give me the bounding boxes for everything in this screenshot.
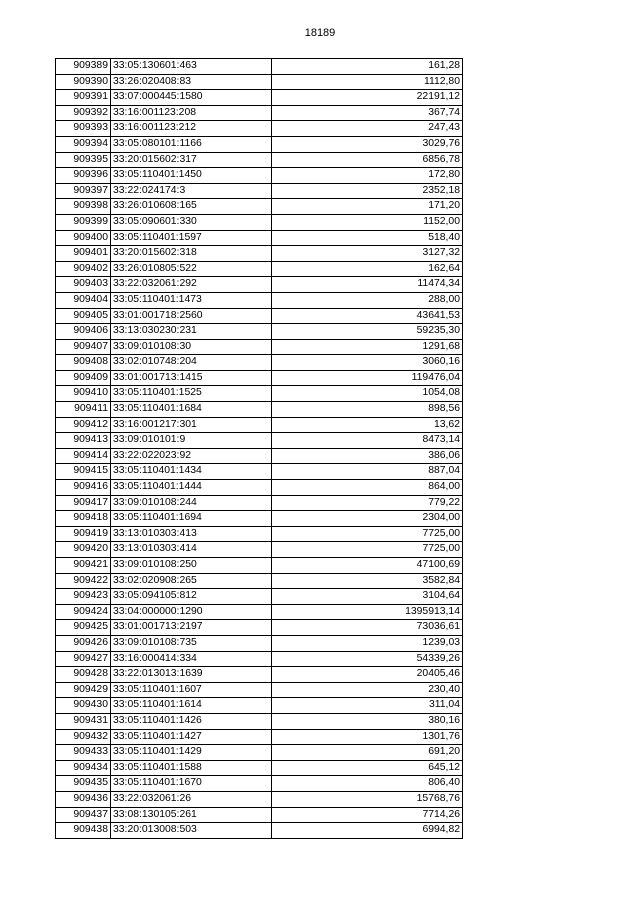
row-number-cell: 909396 bbox=[56, 168, 111, 184]
row-number-cell: 909394 bbox=[56, 136, 111, 152]
table-row bbox=[56, 74, 463, 90]
row-number-cell: 909427 bbox=[56, 651, 111, 667]
cadastral-value-cell: 47100,69 bbox=[272, 558, 463, 574]
cadastral-number-cell: 33:04:000000:1290 bbox=[111, 604, 272, 620]
cadastral-number-cell: 33:20:015602:318 bbox=[111, 246, 272, 262]
cadastral-number-cell: 33:05:110401:1444 bbox=[111, 480, 272, 496]
cadastral-number-cell: 33:05:090601:330 bbox=[111, 214, 272, 230]
row-number-cell: 909393 bbox=[56, 121, 111, 137]
row-number-cell: 909433 bbox=[56, 745, 111, 761]
cadastral-number-cell: 33:07:000445:1580 bbox=[111, 90, 272, 106]
row-number-cell: 909399 bbox=[56, 214, 111, 230]
row-number-cell: 909412 bbox=[56, 417, 111, 433]
row-number-cell: 909432 bbox=[56, 729, 111, 745]
row-number-cell: 909434 bbox=[56, 760, 111, 776]
cadastral-value-cell: 3060,16 bbox=[272, 355, 463, 371]
row-number-cell: 909422 bbox=[56, 573, 111, 589]
cadastral-number-cell: 33:05:110401:1450 bbox=[111, 168, 272, 184]
cadastral-value-cell: 7725,00 bbox=[272, 542, 463, 558]
table-row bbox=[56, 355, 463, 371]
table-row bbox=[56, 136, 463, 152]
cadastral-value-cell: 247,43 bbox=[272, 121, 463, 137]
cadastral-number-cell: 33:01:001713:2197 bbox=[111, 620, 272, 636]
table-row bbox=[56, 183, 463, 199]
table-row bbox=[56, 386, 463, 402]
cadastral-value-cell: 288,00 bbox=[272, 292, 463, 308]
table-row bbox=[56, 433, 463, 449]
table-row bbox=[56, 324, 463, 340]
table-row bbox=[56, 292, 463, 308]
cadastral-number-cell: 33:05:110401:1426 bbox=[111, 713, 272, 729]
row-number-cell: 909400 bbox=[56, 230, 111, 246]
table-row bbox=[56, 713, 463, 729]
cadastral-value-cell: 172,80 bbox=[272, 168, 463, 184]
cadastral-value-cell: 13,62 bbox=[272, 417, 463, 433]
cadastral-number-cell: 33:09:010108:735 bbox=[111, 635, 272, 651]
cadastral-value-cell: 3029,76 bbox=[272, 136, 463, 152]
cadastral-number-cell: 33:22:013013:1639 bbox=[111, 667, 272, 683]
cadastral-number-cell: 33:16:000414:334 bbox=[111, 651, 272, 667]
row-number-cell: 909425 bbox=[56, 620, 111, 636]
table-row bbox=[56, 760, 463, 776]
cadastral-value-cell: 311,04 bbox=[272, 698, 463, 714]
row-number-cell: 909423 bbox=[56, 589, 111, 605]
cadastral-number-cell: 33:16:001123:208 bbox=[111, 105, 272, 121]
table-row bbox=[56, 698, 463, 714]
cadastral-number-cell: 33:20:013008:503 bbox=[111, 823, 272, 839]
table-row bbox=[56, 620, 463, 636]
table-row bbox=[56, 168, 463, 184]
table-row bbox=[56, 480, 463, 496]
cadastral-number-cell: 33:05:110401:1434 bbox=[111, 464, 272, 480]
cadastral-number-cell: 33:05:110401:1597 bbox=[111, 230, 272, 246]
row-number-cell: 909411 bbox=[56, 402, 111, 418]
row-number-cell: 909409 bbox=[56, 370, 111, 386]
cadastral-value-cell: 11474,34 bbox=[272, 277, 463, 293]
cadastral-number-cell: 33:05:110401:1607 bbox=[111, 682, 272, 698]
table-row bbox=[56, 791, 463, 807]
row-number-cell: 909404 bbox=[56, 292, 111, 308]
cadastral-number-cell: 33:05:110401:1614 bbox=[111, 698, 272, 714]
cadastral-number-cell: 33:05:094105:812 bbox=[111, 589, 272, 605]
cadastral-number-cell: 33:13:030230:231 bbox=[111, 324, 272, 340]
cadastral-value-cell: 898,56 bbox=[272, 402, 463, 418]
cadastral-value-cell: 59235,30 bbox=[272, 324, 463, 340]
row-number-cell: 909403 bbox=[56, 277, 111, 293]
row-number-cell: 909410 bbox=[56, 386, 111, 402]
cadastral-value-cell: 2352,18 bbox=[272, 183, 463, 199]
row-number-cell: 909406 bbox=[56, 324, 111, 340]
table-row bbox=[56, 90, 463, 106]
cadastral-number-cell: 33:05:130601:463 bbox=[111, 59, 272, 75]
cadastral-value-cell: 1054,08 bbox=[272, 386, 463, 402]
cadastral-value-cell: 6856,78 bbox=[272, 152, 463, 168]
table-row bbox=[56, 370, 463, 386]
table-row bbox=[56, 246, 463, 262]
cadastral-number-cell: 33:05:110401:1670 bbox=[111, 776, 272, 792]
cadastral-value-cell: 1395913,14 bbox=[272, 604, 463, 620]
table-row bbox=[56, 417, 463, 433]
cadastral-value-cell: 8473,14 bbox=[272, 433, 463, 449]
cadastral-value-cell: 7725,00 bbox=[272, 526, 463, 542]
row-number-cell: 909415 bbox=[56, 464, 111, 480]
row-number-cell: 909436 bbox=[56, 791, 111, 807]
cadastral-value-cell: 779,22 bbox=[272, 495, 463, 511]
table-row bbox=[56, 402, 463, 418]
cadastral-number-cell: 33:05:110401:1427 bbox=[111, 729, 272, 745]
cadastral-value-cell: 15768,76 bbox=[272, 791, 463, 807]
cadastral-value-cell: 54339,26 bbox=[272, 651, 463, 667]
row-number-cell: 909437 bbox=[56, 807, 111, 823]
table-row bbox=[56, 776, 463, 792]
cadastral-value-cell: 1152,00 bbox=[272, 214, 463, 230]
row-number-cell: 909420 bbox=[56, 542, 111, 558]
row-number-cell: 909402 bbox=[56, 261, 111, 277]
cadastral-value-cell: 73036,61 bbox=[272, 620, 463, 636]
cadastral-value-cell: 3582,84 bbox=[272, 573, 463, 589]
cadastral-value-cell: 518,40 bbox=[272, 230, 463, 246]
row-number-cell: 909421 bbox=[56, 558, 111, 574]
cadastral-value-cell: 20405,46 bbox=[272, 667, 463, 683]
cadastral-number-cell: 33:13:010303:413 bbox=[111, 526, 272, 542]
cadastral-value-cell: 171,20 bbox=[272, 199, 463, 215]
table-row bbox=[56, 230, 463, 246]
cadastral-value-cell: 1239,03 bbox=[272, 635, 463, 651]
table-row bbox=[56, 589, 463, 605]
cadastral-number-cell: 33:09:010101:9 bbox=[111, 433, 272, 449]
row-number-cell: 909401 bbox=[56, 246, 111, 262]
row-number-cell: 909426 bbox=[56, 635, 111, 651]
cadastral-number-cell: 33:09:010108:244 bbox=[111, 495, 272, 511]
cadastral-value-cell: 367,74 bbox=[272, 105, 463, 121]
cadastral-value-cell: 230,40 bbox=[272, 682, 463, 698]
table-row bbox=[56, 199, 463, 215]
row-number-cell: 909438 bbox=[56, 823, 111, 839]
cadastral-number-cell: 33:22:022023:92 bbox=[111, 448, 272, 464]
cadastral-number-cell: 33:01:001718:2560 bbox=[111, 308, 272, 324]
cadastral-value-cell: 645,12 bbox=[272, 760, 463, 776]
table-row bbox=[56, 277, 463, 293]
cadastral-number-cell: 33:05:110401:1473 bbox=[111, 292, 272, 308]
table-row bbox=[56, 339, 463, 355]
table-row bbox=[56, 464, 463, 480]
cadastral-number-cell: 33:05:110401:1429 bbox=[111, 745, 272, 761]
cadastral-value-cell: 119476,04 bbox=[272, 370, 463, 386]
cadastral-value-cell: 7714,26 bbox=[272, 807, 463, 823]
cadastral-number-cell: 33:16:001217:301 bbox=[111, 417, 272, 433]
row-number-cell: 909413 bbox=[56, 433, 111, 449]
table-row bbox=[56, 745, 463, 761]
row-number-cell: 909419 bbox=[56, 526, 111, 542]
row-number-cell: 909428 bbox=[56, 667, 111, 683]
cadastral-number-cell: 33:05:080101:1166 bbox=[111, 136, 272, 152]
row-number-cell: 909435 bbox=[56, 776, 111, 792]
row-number-cell: 909407 bbox=[56, 339, 111, 355]
table-row bbox=[56, 448, 463, 464]
cadastral-value-cell: 864,00 bbox=[272, 480, 463, 496]
table-row bbox=[56, 308, 463, 324]
cadastral-value-cell: 2304,00 bbox=[272, 511, 463, 527]
table-row bbox=[56, 526, 463, 542]
table-row bbox=[56, 807, 463, 823]
row-number-cell: 909405 bbox=[56, 308, 111, 324]
cadastral-value-cell: 806,40 bbox=[272, 776, 463, 792]
cadastral-value-cell: 691,20 bbox=[272, 745, 463, 761]
cadastral-value-cell: 1291,68 bbox=[272, 339, 463, 355]
table-row bbox=[56, 59, 463, 75]
cadastral-value-cell: 386,06 bbox=[272, 448, 463, 464]
cadastral-number-cell: 33:26:010805:522 bbox=[111, 261, 272, 277]
cadastral-value-cell: 22191,12 bbox=[272, 90, 463, 106]
table-row bbox=[56, 573, 463, 589]
table-body bbox=[56, 59, 463, 839]
cadastral-number-cell: 33:16:001123:212 bbox=[111, 121, 272, 137]
row-number-cell: 909389 bbox=[56, 59, 111, 75]
cadastral-number-cell: 33:22:032061:292 bbox=[111, 277, 272, 293]
row-number-cell: 909430 bbox=[56, 698, 111, 714]
cadastral-number-cell: 33:20:015602:317 bbox=[111, 152, 272, 168]
cadastral-number-cell: 33:05:110401:1588 bbox=[111, 760, 272, 776]
cadastral-number-cell: 33:02:020908:265 bbox=[111, 573, 272, 589]
row-number-cell: 909397 bbox=[56, 183, 111, 199]
row-number-cell: 909390 bbox=[56, 74, 111, 90]
row-number-cell: 909424 bbox=[56, 604, 111, 620]
cadastral-value-cell: 1112,80 bbox=[272, 74, 463, 90]
cadastral-number-cell: 33:13:010303:414 bbox=[111, 542, 272, 558]
cadastral-value-cell: 1301,76 bbox=[272, 729, 463, 745]
cadastral-value-cell: 162,64 bbox=[272, 261, 463, 277]
table-row bbox=[56, 729, 463, 745]
cadastral-number-cell: 33:02:010748:204 bbox=[111, 355, 272, 371]
table-row bbox=[56, 511, 463, 527]
cadastral-number-cell: 33:05:110401:1525 bbox=[111, 386, 272, 402]
table-row bbox=[56, 635, 463, 651]
row-number-cell: 909417 bbox=[56, 495, 111, 511]
row-number-cell: 909408 bbox=[56, 355, 111, 371]
cadastral-number-cell: 33:08:130105:261 bbox=[111, 807, 272, 823]
cadastral-value-cell: 43641,53 bbox=[272, 308, 463, 324]
cadastral-number-cell: 33:05:110401:1694 bbox=[111, 511, 272, 527]
row-number-cell: 909431 bbox=[56, 713, 111, 729]
cadastral-number-cell: 33:09:010108:30 bbox=[111, 339, 272, 355]
cadastral-number-cell: 33:01:001713:1415 bbox=[111, 370, 272, 386]
row-number-cell: 909391 bbox=[56, 90, 111, 106]
row-number-cell: 909395 bbox=[56, 152, 111, 168]
row-number-cell: 909414 bbox=[56, 448, 111, 464]
table-row bbox=[56, 823, 463, 839]
page-number: 18189 bbox=[304, 27, 336, 39]
cadastral-number-cell: 33:26:010608:165 bbox=[111, 199, 272, 215]
table-row bbox=[56, 105, 463, 121]
table-row bbox=[56, 542, 463, 558]
cadastral-value-cell: 3127,32 bbox=[272, 246, 463, 262]
table-row bbox=[56, 682, 463, 698]
row-number-cell: 909418 bbox=[56, 511, 111, 527]
row-number-cell: 909398 bbox=[56, 199, 111, 215]
cadastral-value-table bbox=[55, 58, 463, 839]
table-row bbox=[56, 651, 463, 667]
cadastral-number-cell: 33:26:020408:83 bbox=[111, 74, 272, 90]
cadastral-value-cell: 3104,64 bbox=[272, 589, 463, 605]
cadastral-number-cell: 33:22:024174:3 bbox=[111, 183, 272, 199]
table-row bbox=[56, 495, 463, 511]
table-row bbox=[56, 121, 463, 137]
row-number-cell: 909429 bbox=[56, 682, 111, 698]
table-row bbox=[56, 604, 463, 620]
row-number-cell: 909392 bbox=[56, 105, 111, 121]
table-row bbox=[56, 558, 463, 574]
table-row bbox=[56, 152, 463, 168]
cadastral-value-cell: 6994,82 bbox=[272, 823, 463, 839]
cadastral-value-cell: 161,28 bbox=[272, 59, 463, 75]
cadastral-number-cell: 33:22:032061:26 bbox=[111, 791, 272, 807]
table-row bbox=[56, 214, 463, 230]
cadastral-value-cell: 887,04 bbox=[272, 464, 463, 480]
table-row bbox=[56, 667, 463, 683]
cadastral-number-cell: 33:05:110401:1684 bbox=[111, 402, 272, 418]
cadastral-value-cell: 380,16 bbox=[272, 713, 463, 729]
cadastral-number-cell: 33:09:010108:250 bbox=[111, 558, 272, 574]
table-row bbox=[56, 261, 463, 277]
row-number-cell: 909416 bbox=[56, 480, 111, 496]
